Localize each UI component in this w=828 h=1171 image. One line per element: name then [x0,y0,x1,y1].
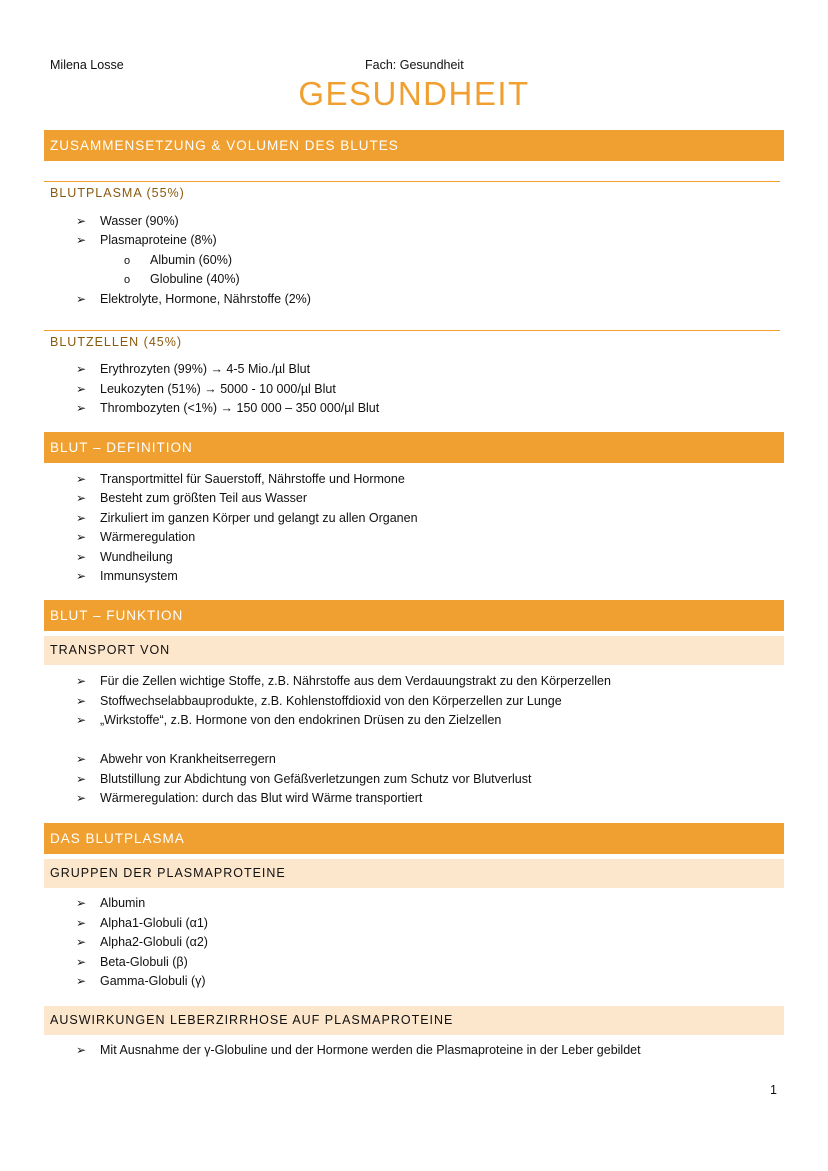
list-item: ➢ Stoffwechselabbauprodukte, z.B. Kohlenstoffdioxid von den Körperzellen zur Lunge [76,694,562,708]
arrow-bullet-icon: ➢ [76,472,87,486]
sub-list-item: o Globuline (40%) [124,272,240,286]
list-item: ➢ Immunsystem [76,569,178,583]
list-item: ➢ Wärmeregulation: durch das Blut wird Wärme transportiert [76,791,423,805]
subheading-transport: TRANSPORT VON [44,636,784,665]
list-item: ➢ Zirkuliert im ganzen Körper und gelangt zu allen Organen [76,511,418,525]
arrow-bullet-icon: ➢ [76,955,87,969]
arrow-bullet-icon: ➢ [76,935,87,949]
arrow-bullet-icon: ➢ [76,233,87,247]
arrow-bullet-icon: ➢ [76,974,87,988]
list-item: ➢ Thrombozyten (<1%) → 150 000 – 350 000/µl Blut [76,401,380,415]
section-heading-zusammensetzung: ZUSAMMENSETZUNG & VOLUMEN DES BLUTES [44,130,784,161]
sub-list-item: o Albumin (60%) [124,253,232,267]
arrow-bullet-icon: ➢ [76,713,87,727]
circle-bullet-icon: o [124,255,131,267]
subheading-blutplasma: BLUTPLASMA (55%) [50,186,185,200]
list-item: ➢ „Wirkstoffe“, z.B. Hormone von den endokrinen Drüsen zu den Zielzellen [76,713,502,727]
subheading-blutzellen: BLUTZELLEN (45%) [50,335,183,349]
arrow-bullet-icon: ➢ [76,401,87,415]
list-item: ➢ Besteht zum größten Teil aus Wasser [76,491,308,505]
arrow-bullet-icon: ➢ [76,791,87,805]
arrow-bullet-icon: ➢ [76,1043,87,1057]
list-item: ➢ Blutstillung zur Abdichtung von Gefäßverletzungen zum Schutz vor Blutverlust [76,772,532,786]
arrow-bullet-icon: ➢ [76,569,87,583]
arrow-bullet-icon: ➢ [76,491,87,505]
section-heading-definition: BLUT – DEFINITION [44,432,784,463]
page-title: GESUNDHEIT [298,75,530,112]
arrow-bullet-icon: ➢ [76,214,87,228]
circle-bullet-icon: o [124,274,131,286]
list-item: ➢ Beta-Globuli (β) [76,955,188,969]
list-item: ➢ Alpha2-Globuli (α2) [76,935,208,949]
arrow-bullet-icon: ➢ [76,362,87,376]
arrow-bullet-icon: ➢ [76,292,87,306]
arrow-bullet-icon: ➢ [76,896,87,910]
page-number: 1 [770,1083,777,1097]
section-heading-blutplasma: DAS BLUTPLASMA [44,823,784,854]
subheading-plasmaproteine: GRUPPEN DER PLASMAPROTEINE [44,859,784,888]
list-item: ➢ Abwehr von Krankheitserregern [76,752,276,766]
list-item: ➢ Wundheilung [76,550,173,564]
list-item: ➢ Alpha1-Globuli (α1) [76,916,208,930]
list-item: ➢ Plasmaproteine (8%) [76,233,217,247]
subject-label: Fach: Gesundheit [365,58,464,72]
arrow-bullet-icon: ➢ [76,382,87,396]
arrow-bullet-icon: ➢ [76,694,87,708]
arrow-bullet-icon: ➢ [76,772,87,786]
list-item: ➢ Elektrolyte, Hormone, Nährstoffe (2%) [76,292,311,306]
arrow-bullet-icon: ➢ [76,530,87,544]
list-item: ➢ Leukozyten (51%) → 5000 - 10 000/µl Blut [76,382,336,396]
arrow-bullet-icon: ➢ [76,674,87,688]
arrow-bullet-icon: ➢ [76,752,87,766]
list-item: ➢ Gamma-Globuli (γ) [76,974,206,988]
arrow-bullet-icon: ➢ [76,916,87,930]
author-name: Milena Losse [50,58,124,72]
subheading-leberzirrhose: AUSWIRKUNGEN LEBERZIRRHOSE AUF PLASMAPROTEINE [44,1006,784,1035]
section-heading-funktion: BLUT – FUNKTION [44,600,784,631]
list-item: ➢ Für die Zellen wichtige Stoffe, z.B. Nährstoffe aus dem Verdauungstrakt zu den Körperzellen [76,674,611,688]
list-item: ➢ Mit Ausnahme der γ-Globuline und der Hormone werden die Plasmaproteine in der Leber gebildet [76,1043,641,1057]
list-item: ➢ Transportmittel für Sauerstoff, Nährstoffe und Hormone [76,472,405,486]
arrow-bullet-icon: ➢ [76,511,87,525]
list-item: ➢ Wärmeregulation [76,530,196,544]
divider [44,330,780,331]
list-item: ➢ Erythrozyten (99%) → 4-5 Mio./µl Blut [76,362,311,376]
list-item: ➢ Albumin [76,896,146,910]
divider [44,181,780,182]
list-item: ➢ Wasser (90%) [76,214,179,228]
arrow-bullet-icon: ➢ [76,550,87,564]
